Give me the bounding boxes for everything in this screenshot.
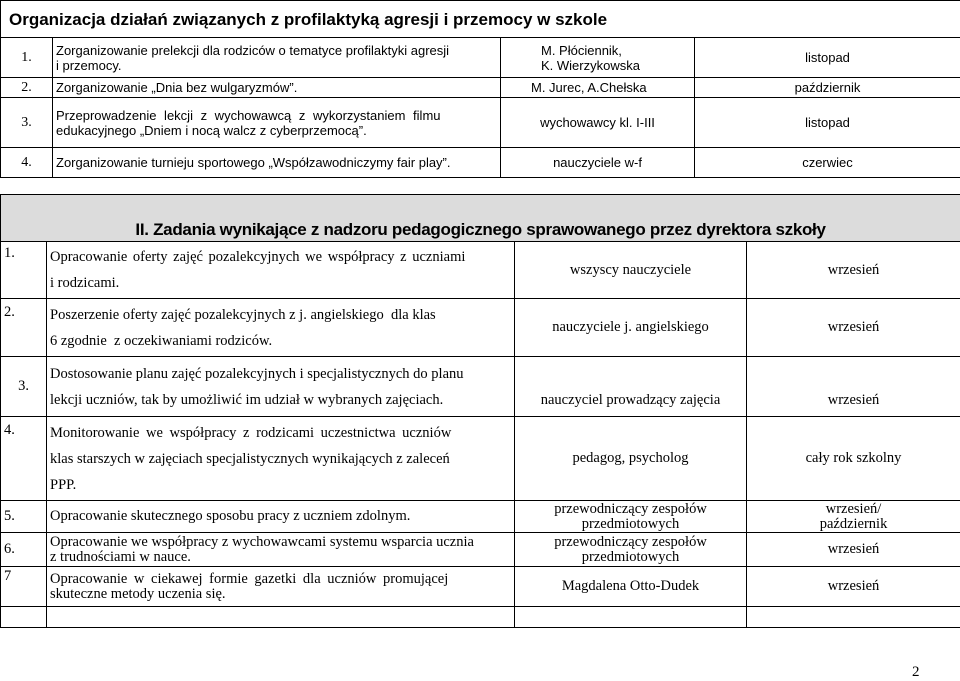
- section1-title-row: [1, 1, 960, 38]
- task-text: Opracowanie w ciekawej formie gazetki dla uczniów promującej: [50, 572, 511, 587]
- task-text: i rodzicami.: [50, 270, 511, 296]
- section2-table: [0, 194, 960, 628]
- task-cell: [47, 242, 515, 299]
- person-cell: nauczyciel prowadzący zajęcia: [515, 357, 747, 417]
- table-row: [1, 417, 960, 501]
- row-number: 2.: [1, 299, 47, 357]
- task-text: skuteczne metody uczenia się.: [50, 587, 511, 602]
- empty-cell: [515, 607, 747, 628]
- row-number: 1.: [1, 38, 53, 78]
- person-cell: [515, 533, 747, 567]
- table-row: [1, 148, 960, 178]
- table-row: [1, 299, 960, 357]
- section1-title: Organizacja działań związanych z profilaktyką agresji i przemocy w szkole: [1, 1, 960, 38]
- table-row: [1, 501, 960, 533]
- task-cell: [53, 98, 501, 148]
- task-cell: [47, 299, 515, 357]
- row-number: 6.: [1, 533, 47, 567]
- empty-row: [1, 607, 960, 628]
- person-cell: [501, 38, 695, 78]
- page-number: 2: [912, 664, 920, 681]
- task-text: Poszerzenie oferty zajęć pozalekcyjnych z j. angielskiego dla klas: [50, 302, 511, 328]
- person-text: przewodniczący zespołów: [518, 502, 743, 517]
- row-number: 2.: [1, 78, 53, 98]
- task-cell: [47, 567, 515, 607]
- table-row: [1, 567, 960, 607]
- date-cell: wrzesień: [747, 567, 960, 607]
- date-cell: [747, 501, 960, 533]
- task-text: Dostosowanie planu zajęć pozalekcyjnych i specjalistycznych do planu: [50, 361, 511, 387]
- person-text: przedmiotowych: [518, 550, 743, 565]
- task-cell: [53, 38, 501, 78]
- date-cell: listopad: [695, 98, 960, 148]
- date-cell: wrzesień: [747, 242, 960, 299]
- date-cell: listopad: [695, 38, 960, 78]
- person-text: przedmiotowych: [518, 517, 743, 532]
- person-text: przewodniczący zespołów: [518, 535, 743, 550]
- row-number: 4.: [1, 417, 47, 501]
- task-text: z trudnościami w nauce.: [50, 550, 511, 565]
- person-cell: nauczyciele w-f: [501, 148, 695, 178]
- row-number: 3.: [1, 357, 47, 417]
- empty-cell: [1, 607, 47, 628]
- task-text: klas starszych w zajęciach specjalistycznych wynikających z zaleceń: [50, 446, 511, 472]
- date-cell: wrzesień: [747, 299, 960, 357]
- task-cell: Zorganizowanie „Dnia bez wulgaryzmów”.: [53, 78, 501, 98]
- empty-cell: [47, 607, 515, 628]
- person-text: K. Wierzykowska: [541, 58, 691, 73]
- task-text: edukacyjnego „Dniem i nocą walcz z cyberprzemocą”.: [56, 123, 497, 138]
- task-cell: Zorganizowanie turnieju sportowego „Współzawodniczymy fair play”.: [53, 148, 501, 178]
- row-number: 3.: [1, 98, 53, 148]
- task-text: Opracowanie oferty zajęć pozalekcyjnych we współpracy z uczniami: [50, 244, 511, 270]
- task-text: Monitorowanie we współpracy z rodzicami uczestnictwa uczniów: [50, 420, 511, 446]
- row-number: 4.: [1, 148, 53, 178]
- task-cell: [47, 533, 515, 567]
- row-number: 7: [1, 567, 47, 607]
- date-cell: październik: [695, 78, 960, 98]
- date-cell: wrzesień: [747, 533, 960, 567]
- section2-title-row: [1, 195, 960, 242]
- task-text: 6 zgodnie z oczekiwaniami rodziców.: [50, 328, 511, 354]
- section1-table: [0, 0, 960, 178]
- row-number: 5.: [1, 501, 47, 533]
- person-cell: M. Jurec, A.Chełska: [501, 78, 695, 98]
- date-text: wrzesień/: [750, 502, 957, 517]
- row-number: 1.: [1, 242, 47, 299]
- table-row: [1, 242, 960, 299]
- task-cell: [47, 357, 515, 417]
- empty-cell: [747, 607, 960, 628]
- table-row: [1, 533, 960, 567]
- task-text: lekcji uczniów, tak by umożliwić im udział w wybranych zajęciach.: [50, 387, 511, 413]
- date-cell: czerwiec: [695, 148, 960, 178]
- table-row: [1, 38, 960, 78]
- task-text: i przemocy.: [56, 58, 497, 73]
- person-cell: Magdalena Otto-Dudek: [515, 567, 747, 607]
- date-cell: wrzesień: [747, 357, 960, 417]
- task-text: PPP.: [50, 472, 511, 498]
- date-cell: cały rok szkolny: [747, 417, 960, 501]
- date-text: październik: [750, 517, 957, 532]
- person-cell: nauczyciele j. angielskiego: [515, 299, 747, 357]
- task-cell: Opracowanie skutecznego sposobu pracy z uczniem zdolnym.: [47, 501, 515, 533]
- task-text: Zorganizowanie prelekcji dla rodziców o tematyce profilaktyki agresji: [56, 43, 497, 58]
- table-row: [1, 78, 960, 98]
- task-text: Przeprowadzenie lekcji z wychowawcą z wykorzystaniem filmu: [56, 108, 497, 123]
- table-row: [1, 357, 960, 417]
- person-cell: wychowawcy kl. I-III: [501, 98, 695, 148]
- person-cell: [515, 501, 747, 533]
- task-text: Opracowanie we współpracy z wychowawcami systemu wsparcia ucznia: [50, 535, 511, 550]
- person-cell: pedagog, psycholog: [515, 417, 747, 501]
- person-text: M. Płóciennik,: [541, 43, 691, 58]
- section2-title: II. Zadania wynikające z nadzoru pedagogicznego sprawowanego przez dyrektora szkoły: [1, 195, 960, 242]
- task-cell: [47, 417, 515, 501]
- table-row: [1, 98, 960, 148]
- person-cell: wszyscy nauczyciele: [515, 242, 747, 299]
